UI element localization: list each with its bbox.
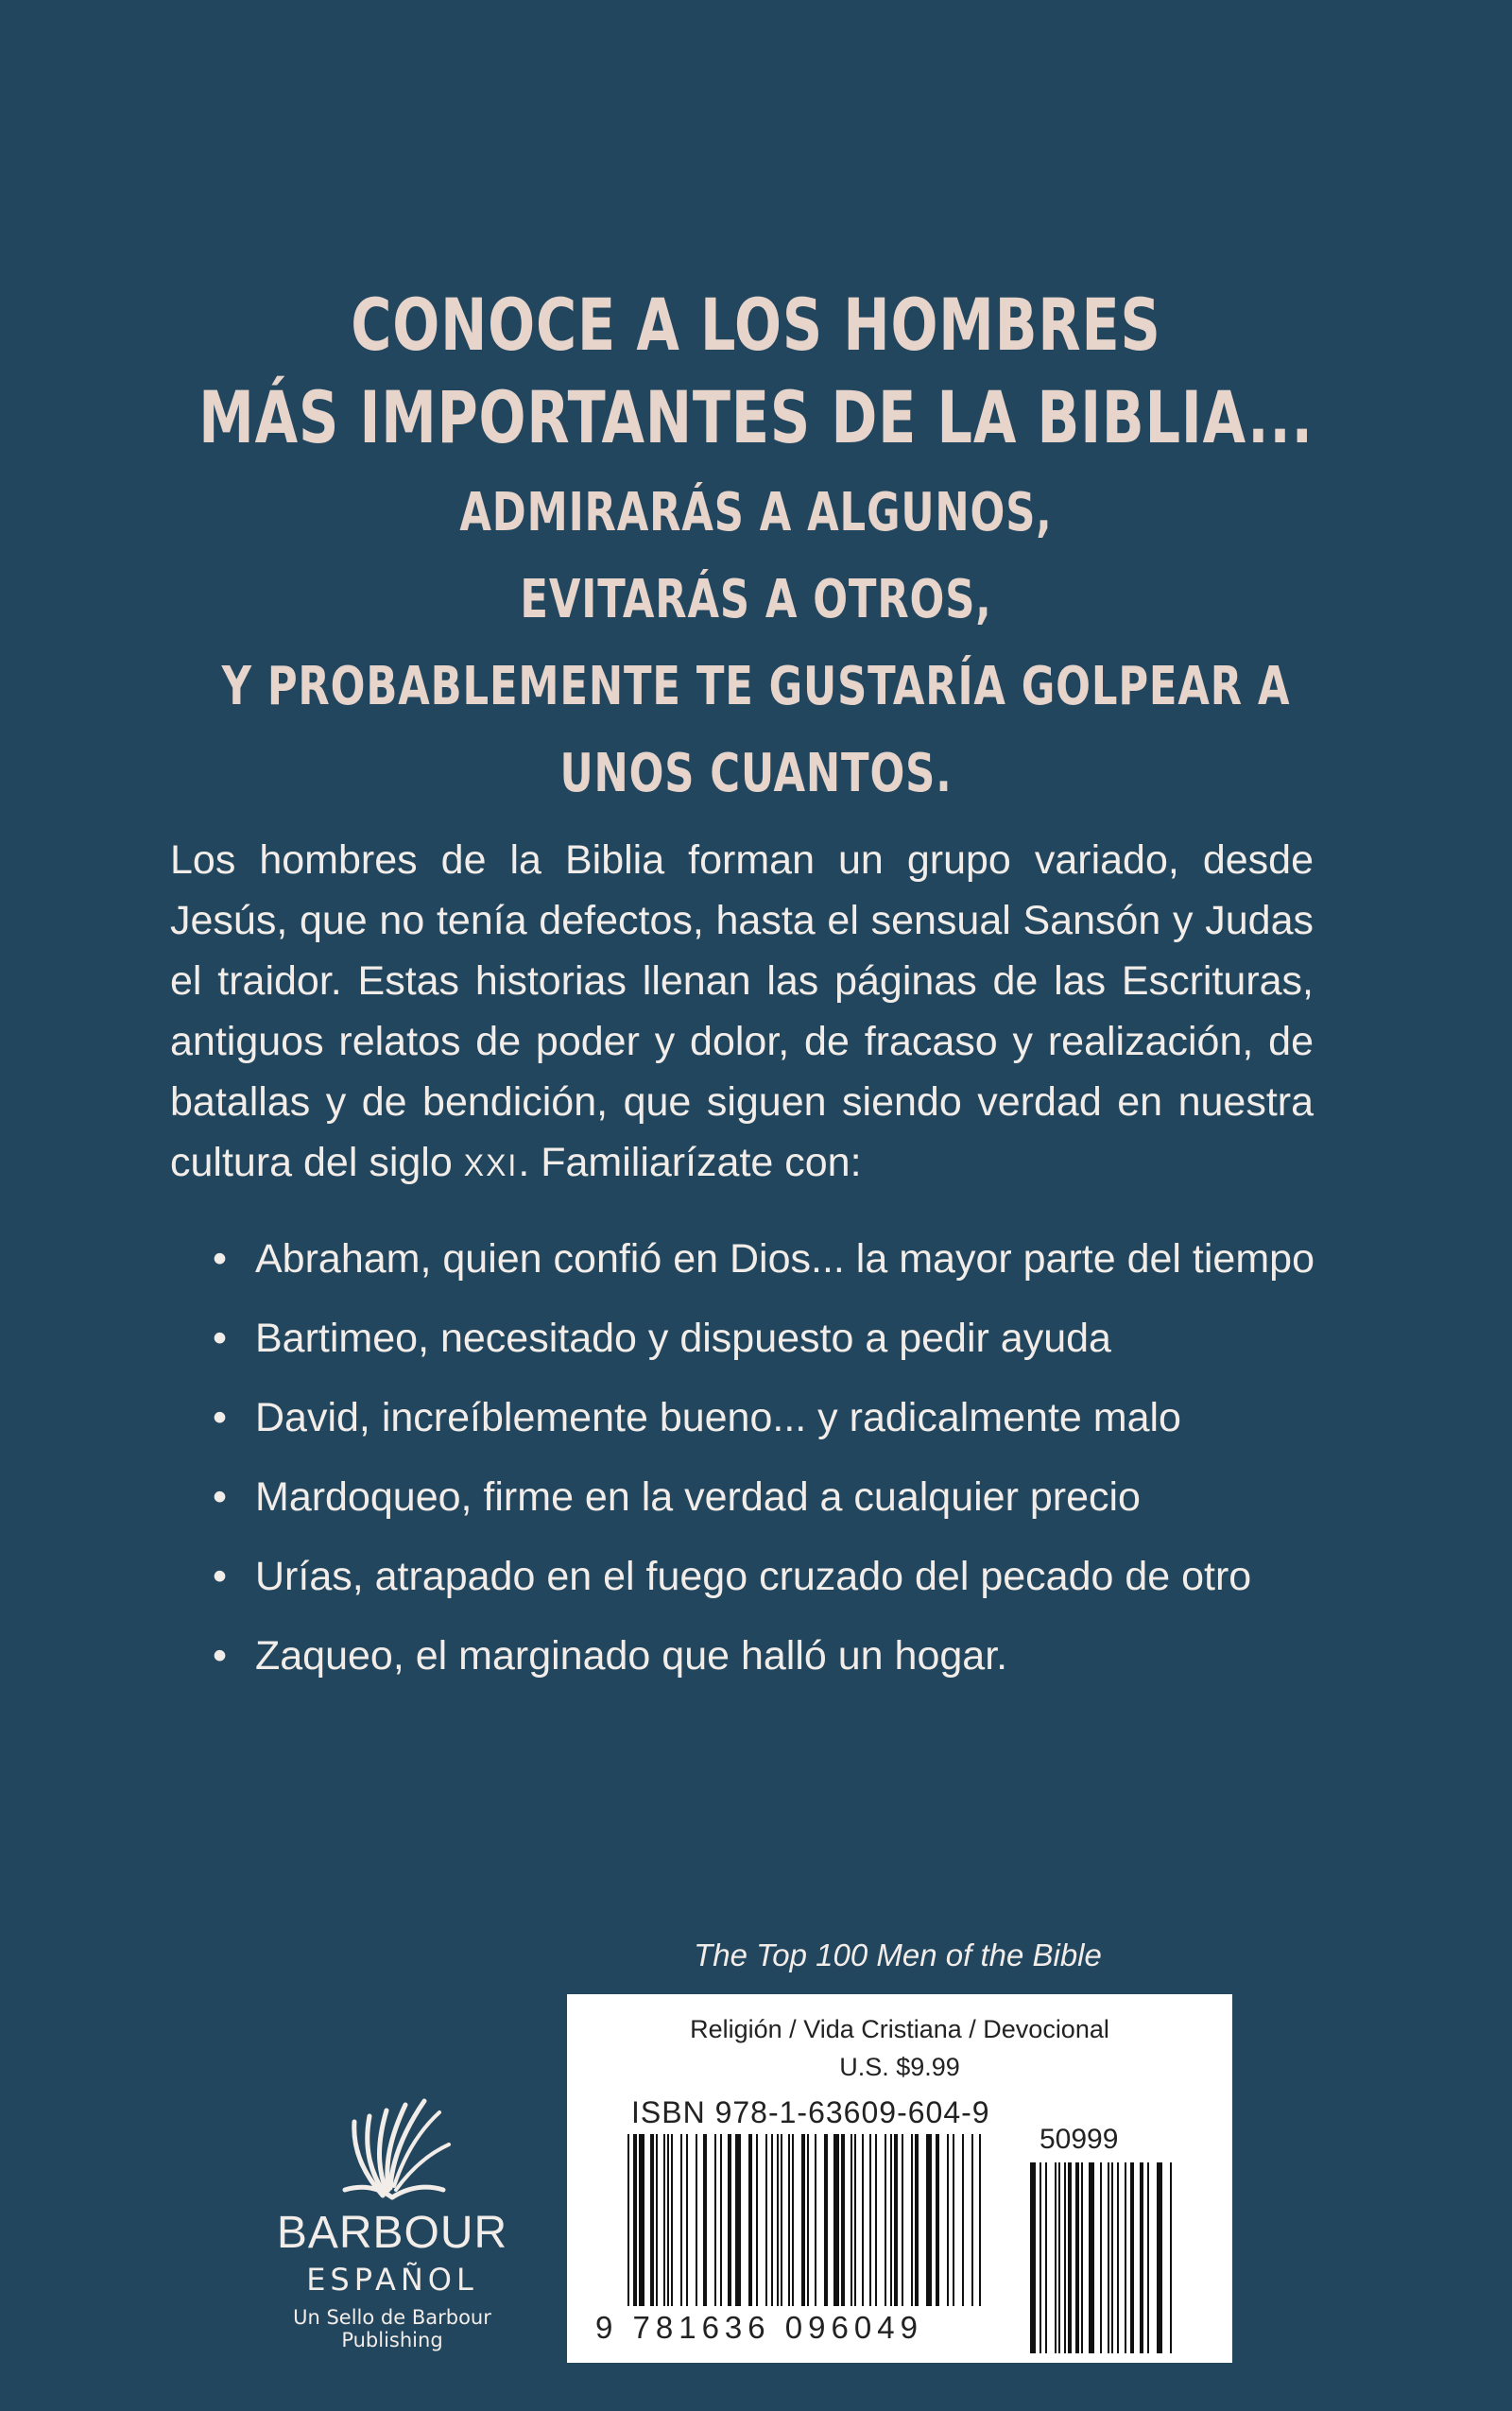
list-item [213, 1626, 1347, 1686]
barcode-bar [1157, 2162, 1162, 2353]
barcode-bar [771, 2134, 773, 2306]
barcode-bar [748, 2134, 752, 2306]
list-item [213, 1308, 1347, 1369]
barcode-bar [671, 2134, 673, 2306]
original-title: The Top 100 Men of the Bible [694, 1937, 1102, 1972]
barcode-bar [656, 2134, 658, 2306]
barcode-bar [1089, 2162, 1094, 2353]
barcode-bar [792, 2134, 794, 2306]
barcode-bar [850, 2134, 852, 2306]
barcode-bar [703, 2134, 707, 2306]
barcode-bar [1100, 2162, 1102, 2353]
barcode-bar [1075, 2162, 1079, 2353]
barcode-bar [667, 2134, 669, 2306]
barcode-bar [680, 2134, 682, 2306]
barcode-bar [1117, 2162, 1119, 2353]
barcode-bar [947, 2134, 949, 2306]
character-list [213, 1229, 1347, 1705]
list-item [213, 1229, 1347, 1289]
barcode-bar [663, 2134, 665, 2306]
barcode-bar [862, 2134, 864, 2306]
list-item-text: Zaqueo, el marginado que halló un hogar. [255, 1633, 1008, 1679]
barcode-bar [890, 2134, 892, 2306]
barcode-bar [971, 2134, 973, 2306]
barcode-bar [854, 2134, 856, 2306]
barcode-bar [833, 2134, 839, 2306]
bullet-icon: • [213, 1474, 228, 1520]
barcode-bar [633, 2134, 637, 2306]
barcode-bar [869, 2134, 871, 2306]
supplement-code: 50999 [1040, 2124, 1119, 2155]
barcode-bar [962, 2134, 964, 2306]
headline-line-1: CONOCE A LOS HOMBRES [351, 283, 1161, 367]
barcode-bar [1170, 2162, 1172, 2353]
barcode-bar [1125, 2162, 1126, 2353]
list-item [213, 1467, 1347, 1527]
barcode-bar [765, 2134, 767, 2306]
barcode-bar [841, 2134, 845, 2306]
barcode-bar [1111, 2162, 1113, 2353]
barcode-bar [627, 2134, 629, 2306]
description-text-end: . Familiarízate con: [518, 1140, 862, 1185]
headline-line-5: Y PROBABLEMENTE TE GUSTARÍA GOLPEAR A UNOS CUANTOS. [221, 656, 1291, 804]
list-item [213, 1387, 1347, 1448]
barcode-bar [979, 2134, 981, 2306]
list-item-text: David, increíblemente bueno... y radicalmente malo [255, 1395, 1181, 1440]
description-text: Los hombres de la Biblia forman un grupo variado, desde Jesús, que no tenía defectos, hasta el sensual Sansón y Judas el traidor. Estas historias llenan las páginas de las Escrituras, antiguos relatos de poder y dolor, de fracaso y realización, de batallas y de bendición, que siguen siendo verdad en nuestra cultura del siglo [170, 837, 1314, 1185]
barcode-bar [801, 2134, 805, 2306]
barcode-bar [1058, 2162, 1060, 2353]
barcode-bar [1068, 2162, 1072, 2353]
barcode-bar [686, 2134, 688, 2306]
barcode-bar [1055, 2162, 1057, 2353]
barcode-bar [714, 2134, 716, 2306]
list-item-text: Mardoqueo, firme en la verdad a cualquier precio [255, 1474, 1141, 1520]
barcode-bar [926, 2134, 932, 2306]
barcode-bar [815, 2134, 816, 2306]
list-item-text: Abraham, quien confió en Dios... la mayor parte del tiempo [255, 1236, 1314, 1282]
barcode-bar [1147, 2162, 1149, 2353]
barcode-bar [824, 2134, 828, 2306]
barcode-bar [696, 2134, 697, 2306]
description-paragraph [170, 830, 1314, 1196]
barcode-icon [567, 1994, 1232, 2363]
barcode-label [567, 1994, 1232, 2363]
barcode-bar [650, 2134, 654, 2306]
barcode-main-bars [627, 2134, 981, 2306]
barcode-bar [777, 2134, 779, 2306]
barcode-bar [1140, 2162, 1143, 2353]
bullet-icon: • [213, 1316, 228, 1361]
publisher-sub: ESPAÑOL [306, 2262, 478, 2298]
barcode-bar [756, 2134, 758, 2306]
barcode-bar [720, 2134, 722, 2306]
headline [94, 279, 1418, 818]
barcode-bar [953, 2134, 954, 2306]
category-text: Religión / Vida Cristiana / Devocional [690, 2015, 1109, 2043]
barcode-bar [936, 2134, 939, 2306]
barcode-bar [1081, 2162, 1083, 2353]
list-item-text: Urías, atrapado en el fuego cruzado del pecado de otro [255, 1554, 1252, 1599]
barcode-bar [807, 2134, 809, 2306]
barcode-bar [1064, 2162, 1066, 2353]
list-item [213, 1546, 1347, 1607]
headline-line-3: ADMIRARÁS A ALGUNOS, [459, 482, 1053, 543]
barcode-bar [915, 2134, 919, 2306]
barcode-bar [781, 2134, 782, 2306]
barcode-bar [639, 2134, 644, 2306]
barcode-bar [902, 2134, 903, 2306]
barcode-bar [728, 2134, 731, 2306]
bullet-icon: • [213, 1633, 228, 1679]
price-text: U.S. $9.99 [839, 2053, 960, 2081]
barcode-bar [1030, 2162, 1036, 2353]
barcode-bar [911, 2134, 913, 2306]
open-book-icon [326, 2084, 458, 2202]
barcode-bar [1130, 2162, 1134, 2353]
headline-line-2: MÁS IMPORTANTES DE LA BIBLIA... [198, 375, 1314, 459]
barcode-bar [885, 2134, 886, 2306]
bullet-icon: • [213, 1554, 228, 1599]
isbn-text: ISBN 978-1-63609-604-9 [631, 2095, 990, 2129]
headline-line-4: EVITARÁS A OTROS, [520, 569, 992, 630]
barcode-supplement-bars [1030, 2162, 1172, 2353]
bullet-icon: • [213, 1236, 228, 1282]
barcode-bar [1045, 2162, 1047, 2353]
barcode-bar [788, 2134, 790, 2306]
publisher-logo [241, 2084, 543, 2351]
barcode-number: 9 781636 096049 [595, 2310, 923, 2345]
barcode-bar [894, 2134, 898, 2306]
bullet-icon: • [213, 1395, 228, 1440]
century-numeral: XXI [463, 1148, 519, 1182]
list-item-text: Bartimeo, necesitado y dispuesto a pedir ayuda [255, 1316, 1111, 1361]
barcode-bar [1040, 2162, 1041, 2353]
barcode-bar [875, 2134, 877, 2306]
publisher-tagline: Un Sello de Barbour Publishing [293, 2306, 491, 2351]
publisher-name: BARBOUR [276, 2208, 508, 2258]
barcode-bar [735, 2134, 741, 2306]
barcode-bar [1108, 2162, 1109, 2353]
